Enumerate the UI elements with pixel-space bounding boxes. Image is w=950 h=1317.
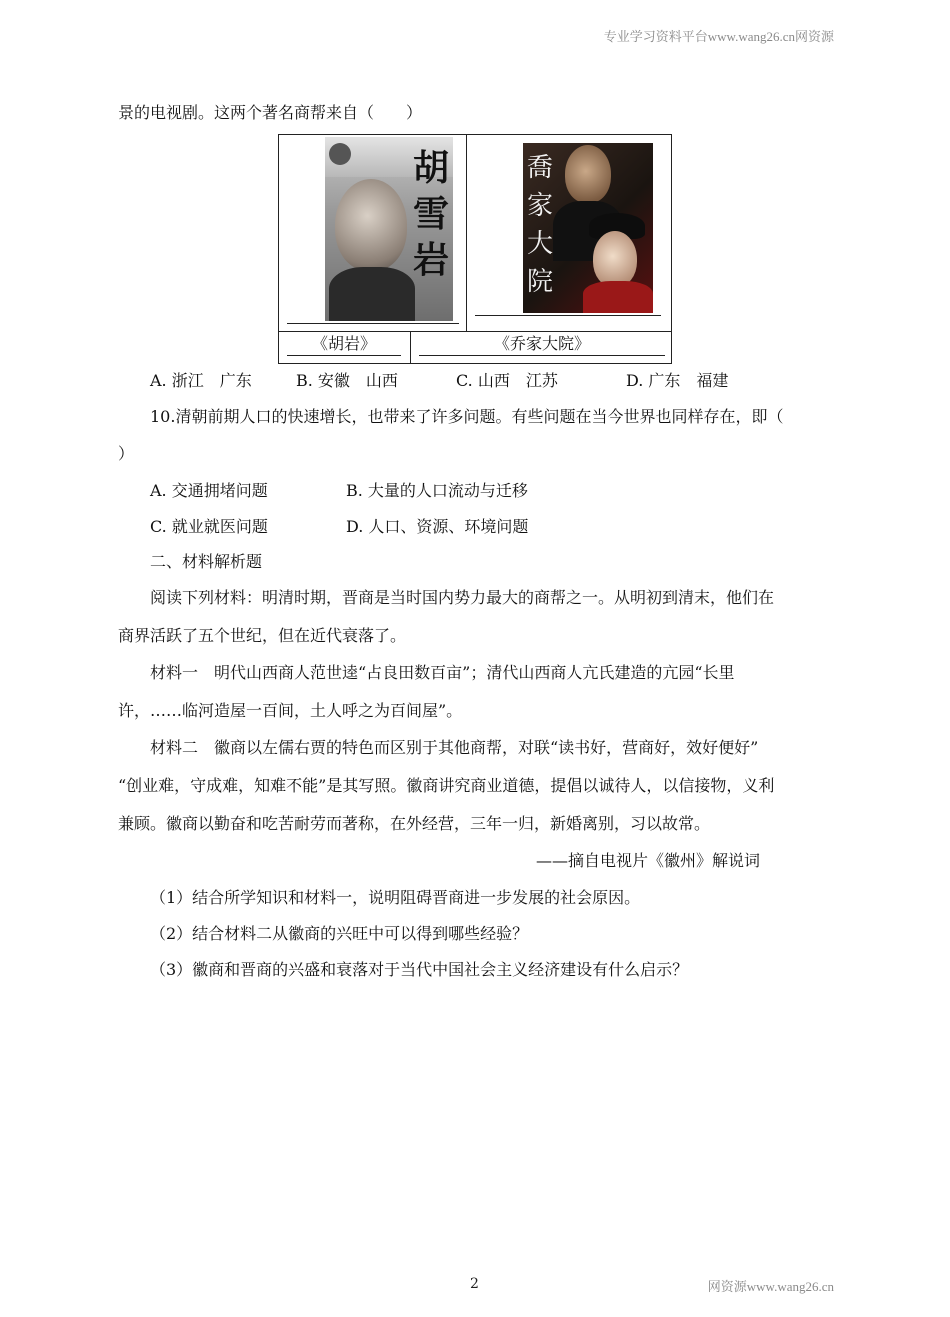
poster-title-1: 胡雪岩 [413,147,450,281]
page-number: 2 [470,1276,479,1292]
q10-option-b: B. 大量的人口流动与迁移 [346,481,528,500]
question-10-stem-end: ） [118,444,135,463]
intro-line-2: 商界活跃了五个世纪，但在近代衰落了。 [118,626,407,645]
intro-line-1: 阅读下列材料：明清时期，晋商是当时国内势力最大的商帮之一。从明初到清末，他们在 [150,588,775,607]
q9-option-d: D. 广东 福建 [626,371,729,390]
sub-question-2: （2）结合材料二从徽商的兴旺中可以得到哪些经验？ [150,924,529,943]
sub-question-3: （3）徽商和晋商的兴盛和衰落对于当代中国社会主义经济建设有什么启示？ [150,960,689,979]
section-2-heading: 二、材料解析题 [150,552,263,571]
hu-xueyan-poster-image [325,137,453,321]
material-source: ——摘自电视片《徽州》解说词 [536,851,761,870]
page-header: 专业学习资料平台www.wang26.cn网资源 [603,29,834,44]
tv-drama-image-table [278,134,672,364]
q10-option-a: A. 交通拥堵问题 [150,481,268,500]
q10-option-d: D. 人口、资源、环境问题 [346,517,529,536]
material-1-line-1: 材料一 明代山西商人范世逵“占良田数百亩”；清代山西商人亢氏建造的亢园“长里 [150,663,735,682]
page-footer: 网资源www.wang26.cn [707,1279,834,1294]
material-2-line-1: 材料二 徽商以左儒右贾的特色而区别于其他商帮，对联“读书好，营商好，效好便好” [150,738,759,757]
sub-question-1: （1）结合所学知识和材料一，说明阻碍晋商进一步发展的社会原因。 [150,888,641,907]
caption-hu-yan: 《胡岩》 [311,334,376,353]
q10-option-c: C. 就业就医问题 [150,517,268,536]
question-9-stem: 景的电视剧。这两个著名商帮来自（ ） [118,103,423,122]
material-1-line-2: 许，……临河造屋一百间，土人呼之为百间屋”。 [118,701,463,720]
caption-qiao-family-compound: 《乔家大院》 [493,334,590,353]
material-2-line-3: 兼顾。徽商以勤奋和吃苦耐劳而著称，在外经营，三年一归，新婚离别，习以故常。 [118,814,711,833]
qiao-family-compound-poster-image [523,143,653,313]
poster-title-2: 喬家大院 [527,153,554,297]
q9-option-c: C. 山西 江苏 [456,371,558,390]
q9-option-b: B. 安徽 山西 [296,371,398,390]
question-10-stem: 10.清朝前期人口的快速增长，也带来了许多问题。有些问题在当今世界也同样存在，即（ [150,407,784,426]
material-2-line-2: “创业难，守成难，知难不能”是其写照。徽商讲究商业道德，提倡以诚待人，以信接物，义利 [118,776,775,795]
q9-option-a: A. 浙江 广东 [150,371,252,390]
